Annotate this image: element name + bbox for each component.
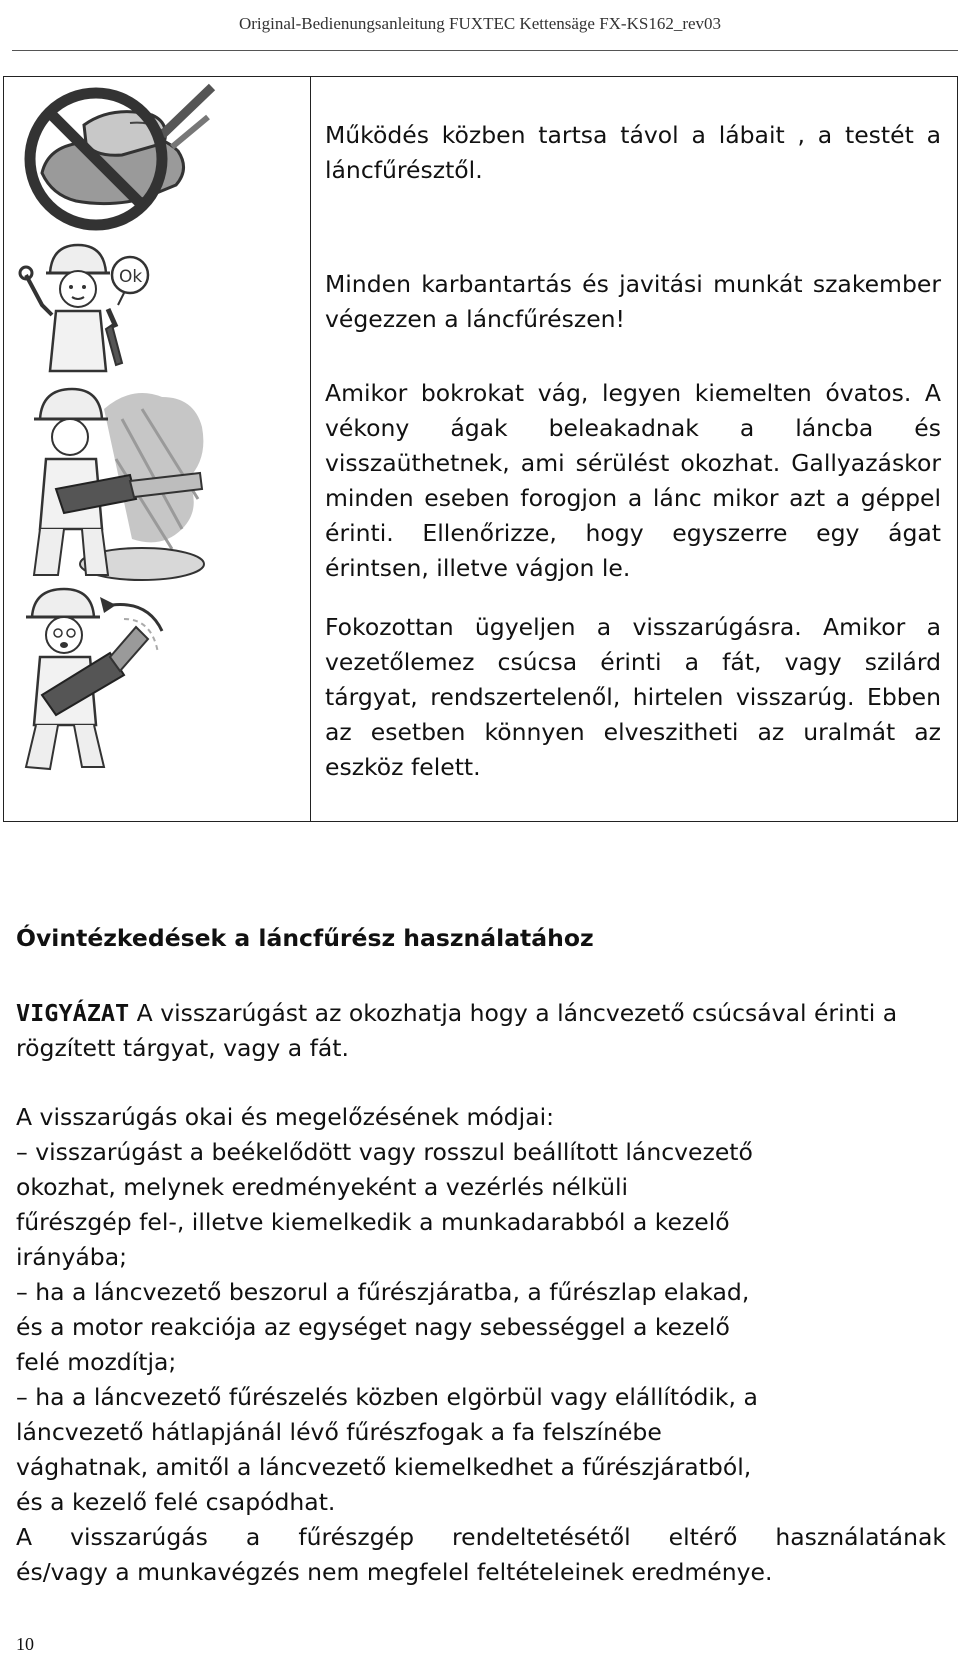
- no-feet-near-saw-icon: [12, 77, 217, 235]
- document-header: Original-Bedienungsanleitung FUXTEC Kettensäge FX-KS162_rev03: [238, 14, 722, 33]
- text-line: irányába;: [16, 1243, 128, 1271]
- kickback-causes-text: [16, 1100, 946, 1590]
- header-divider: [12, 50, 958, 51]
- cutting-bushes-icon: [12, 379, 207, 581]
- text-line: és a kezelő felé csapódhat.: [16, 1488, 336, 1516]
- page-number: 10: [16, 1634, 34, 1654]
- warning-text-kickback: Fokozottan ügyeljen a visszarúgásra. Amikor a vezetőlemez csúcsa érinti a fát, vagy szilárd tárgyat, rendszertelenől, hirtelen visszarúg. Ebben az esetben könnyen elveszitheti az uralmát az eszköz felett.: [325, 613, 941, 781]
- svg-text:Ok: Ok: [119, 267, 143, 287]
- text-line: A visszarúgás a fűrészgép rendeltetésétől eltérő használatának: [16, 1523, 946, 1551]
- kickback-icon: [12, 583, 172, 773]
- caution-label: VIGYÁZAT: [16, 999, 130, 1027]
- warning-text-bushes: Amikor bokrokat vág, legyen kiemelten óvatos. A vékony ágak beleakadnak a láncba és visszaüthetnek, ami sérülést okozhat. Gallyazáskor minden eseben forogjon a lánc mikor azt a géppel érinti. Ellenőrizze, hogy egyszerre egy ágat érintsen, illetve vágjon le.: [325, 379, 941, 582]
- text-line: – visszarúgást a beékelődött vagy rosszul beállított láncvezető: [16, 1138, 753, 1166]
- text-line: felé mozdítja;: [16, 1348, 177, 1376]
- warning-text-maintenance: Minden karbantartás és javitási munkát szakember végezzen a láncfűrészen!: [325, 270, 941, 333]
- text-line: fűrészgép fel-, illetve kiemelkedik a munkadarabból a kezelő: [16, 1208, 730, 1236]
- section-title: Óvintézkedések a láncfűrész használatához: [16, 924, 594, 952]
- text-line: – ha a láncvezető fűrészelés közben elgörbül vagy elállítódik, a: [16, 1383, 758, 1411]
- text-line: és/vagy a munkavégzés nem megfelel feltételeinek eredménye.: [16, 1558, 773, 1586]
- text-line: okozhat, melynek eredményeként a vezérlés nélküli: [16, 1173, 629, 1201]
- ok-wrench-worker-icon: [12, 235, 152, 375]
- warning-text-feet: Működés közben tartsa távol a lábait , a testét a láncfűrésztől.: [325, 121, 941, 184]
- text-line: láncvezető hátlapjánál lévő fűrészfogak a fa felszínébe: [16, 1418, 662, 1446]
- text-line: – ha a láncvezető beszorul a fűrészjáratba, a fűrészlap elakad,: [16, 1278, 750, 1306]
- caution-text: A visszarúgást az okozhatja hogy a láncvezető csúcsával érinti a rögzített tárgyat, vagy a fát.: [16, 999, 898, 1062]
- text-line: és a motor reakciója az egységet nagy sebességgel a kezelő: [16, 1313, 730, 1341]
- text-line: A visszarúgás okai és megelőzésének módjai:: [16, 1103, 555, 1131]
- caution-paragraph: [16, 996, 946, 1066]
- illustrations-column: [4, 77, 311, 822]
- text-line: vághatnak, amitől a láncvezető kiemelkedhet a fűrészjáratból,: [16, 1453, 752, 1481]
